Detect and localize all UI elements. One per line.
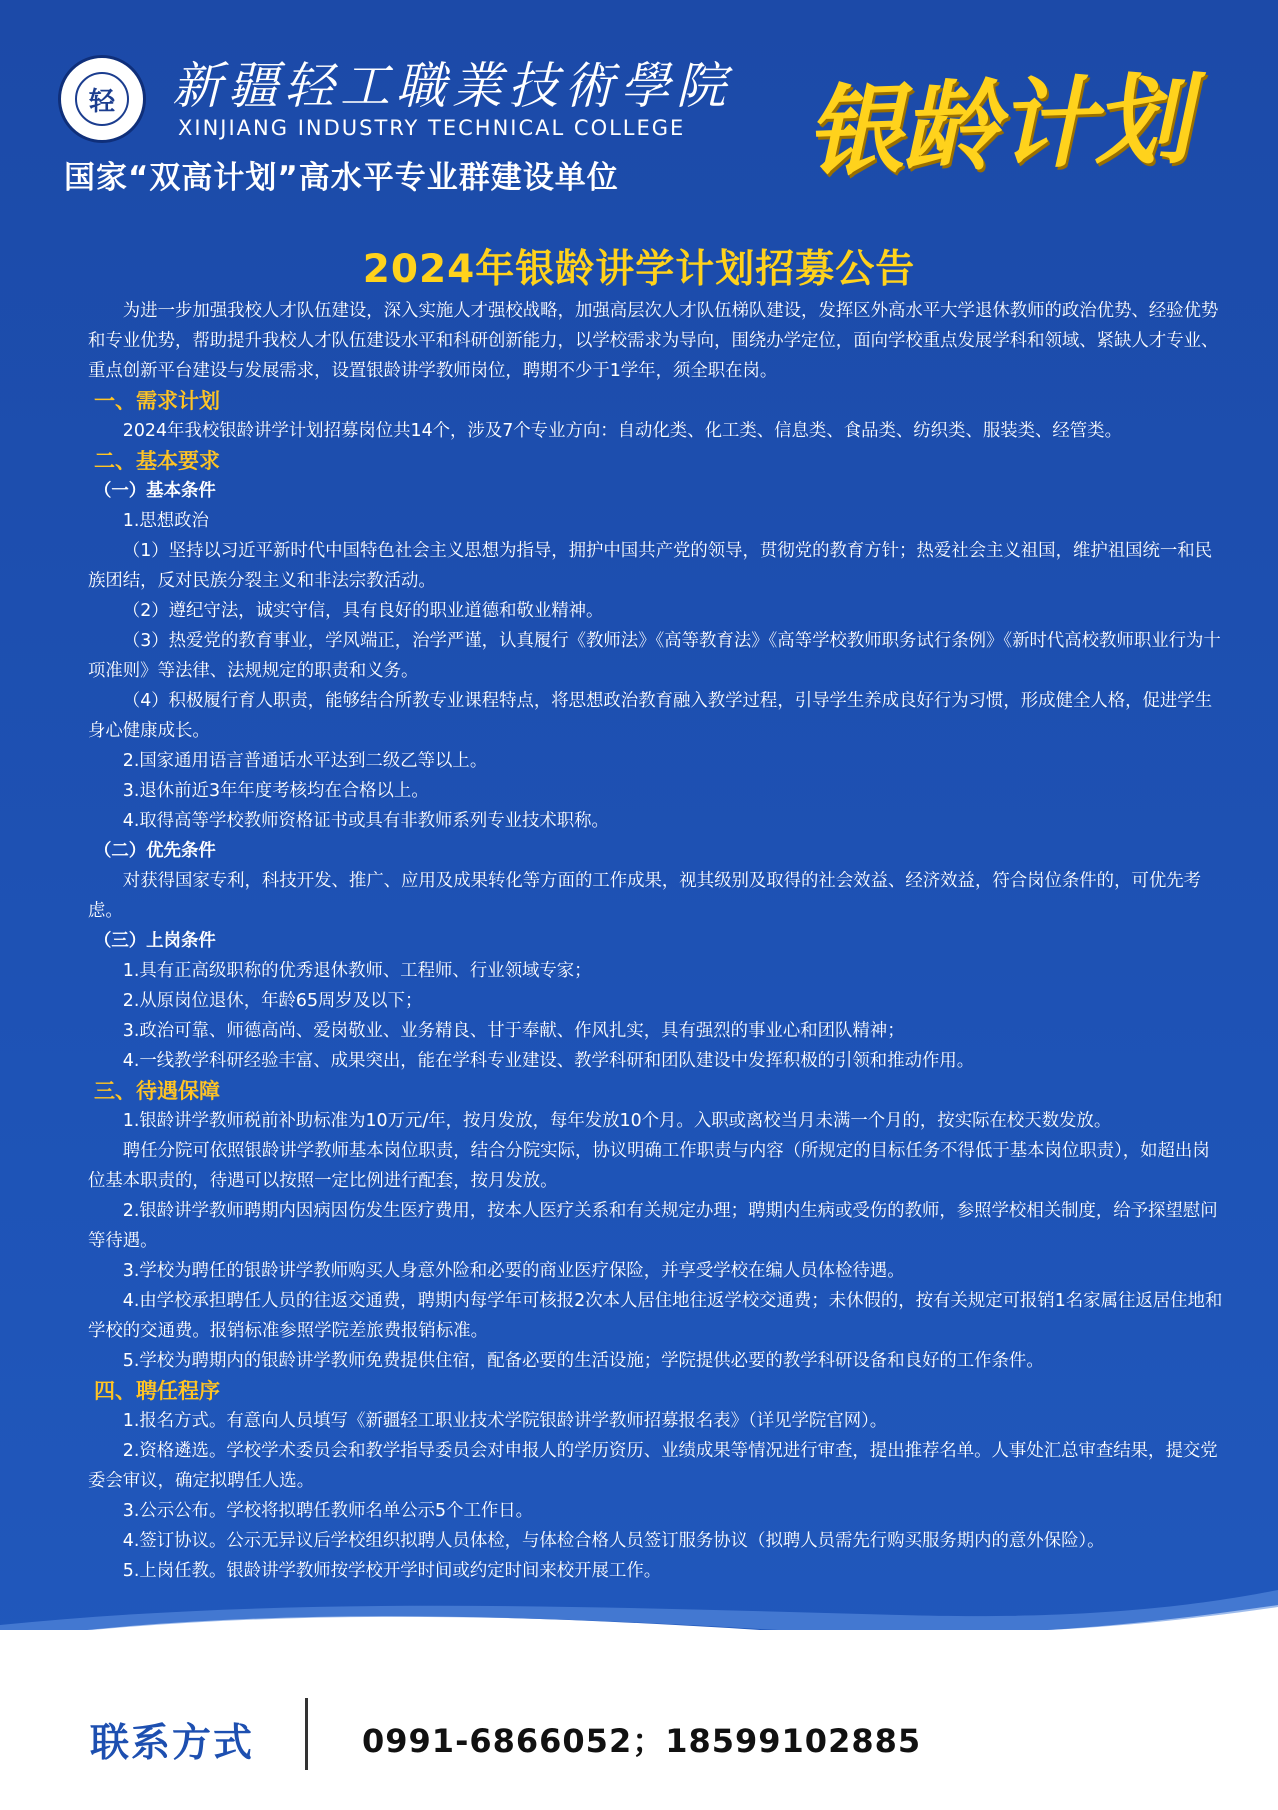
college-seal-logo (58, 55, 146, 143)
demand-text: 2024年我校银龄讲学计划招募岗位共14个，涉及7个专业方向：自动化类、化工类、信息类、食品类、纺织类、服装类、经管类。 (122, 421, 1122, 441)
announcement-body (88, 296, 1223, 1586)
subheading-basic: （一）基本条件 (94, 481, 216, 501)
priority-text: 对获得国家专利，科技开发、推广、应用及成果转化等方面的工作成果，视其级别及取得的社会效益、经济效益，符合岗位条件的，可优先考虑。 (88, 871, 1202, 921)
benefit-item: 聘任分院可依照银龄讲学教师基本岗位职责，结合分院实际，协议明确工作职责与内容（所规定的目标任务不得低于基本岗位职责），如超出岗位基本职责的，待遇可以按照一定比例进行配套，按月发放。 (88, 1141, 1210, 1191)
page-title: 2024年银龄讲学计划招募公告 (362, 247, 916, 292)
req-item: 2.国家通用语言普通话水平达到二级乙等以上。 (122, 751, 488, 771)
procedure-item: 2.资格遴选。学校学术委员会和教学指导委员会对申报人的学历资历、业绩成果等情况进行审查，提出推荐名单。人事处汇总审查结果，提交党委会审议，确定拟聘任人选。 (88, 1441, 1218, 1491)
onboard-item: 2.从原岗位退休，年龄65周岁及以下； (122, 991, 423, 1011)
footer-divider (305, 1698, 308, 1770)
req-item: （3）热爱党的教育事业，学风端正，治学严谨，认真履行《教师法》《高等教育法》《高等学校教师职务试行条例》《新时代高校教师职业行为十项准则》等法律、法规规定的职责和义务。 (88, 631, 1221, 681)
onboard-item: 1.具有正高级职称的优秀退休教师、工程师、行业领域专家； (122, 961, 592, 981)
onboard-item: 3.政治可靠、师德高尚、爱岗敬业、业务精良、甘于奉献、作风扎实，具有强烈的事业心和团队精神； (122, 1021, 905, 1041)
header-slogan: 国家“双高计划”高水平专业群建设单位 (64, 160, 619, 196)
benefit-item: 3.学校为聘任的银龄讲学教师购买人身意外险和必要的商业医疗保险，并享受学校在编人员体检待遇。 (122, 1261, 905, 1281)
contact-label: 联系方式 (90, 1721, 255, 1766)
onboard-item: 4.一线教学科研经验丰富、成果突出，能在学科专业建设、教学科研和团队建设中发挥积极的引领和推动作用。 (122, 1051, 975, 1071)
contact-phone: 0991-6866052；18599102885 (362, 1722, 922, 1760)
benefit-item: 5.学校为聘期内的银龄讲学教师免费提供住宿，配备必要的生活设施；学院提供必要的教学科研设备和良好的工作条件。 (122, 1351, 1044, 1371)
benefit-item: 4.由学校承担聘任人员的往返交通费，聘期内每学年可核报2次本人居住地往返学校交通费；未休假的，按有关规定可报销1名家属往返居住地和学校的交通费。报销标准参照学院差旅费报销标准。 (88, 1291, 1223, 1341)
subheading-priority: （二）优先条件 (94, 841, 216, 861)
procedure-item: 5.上岗任教。银龄讲学教师按学校开学时间或约定时间来校开展工作。 (122, 1561, 662, 1581)
subheading-onboard: （三）上岗条件 (94, 931, 216, 951)
section-heading-procedure: 四、聘任程序 (94, 1379, 220, 1403)
req-item: 1.思想政治 (122, 511, 209, 531)
procedure-item: 4.签订协议。公示无异议后学校组织拟聘人员体检，与体检合格人员签订服务协议（拟聘人员需先行购买服务期内的意外保险）。 (122, 1531, 1105, 1551)
intro-paragraph: 为进一步加强我校人才队伍建设，深入实施人才强校战略，加强高层次人才队伍梯队建设，发挥区外高水平大学退休教师的政治优势、经验优势和专业优势，帮助提升我校人才队伍建设水平和科研创新能力，以学校需求为导向，围绕办学定位，面向学校重点发展学科和领域、紧缺人才专业、重点创新平台建设与发展需求，设置银龄讲学教师岗位，聘期不少于1学年，须全职在岗。 (88, 301, 1219, 381)
req-item: 3.退休前近3年年度考核均在合格以上。 (122, 781, 429, 801)
benefit-item: 1.银龄讲学教师税前补助标准为10万元/年，按月发放，每年发放10个月。入职或离校当月未满一个月的，按实际在校天数发放。 (122, 1111, 1112, 1131)
header (0, 0, 1278, 230)
section-heading-requirements: 二、基本要求 (94, 449, 220, 473)
college-name-en: XINJIANG INDUSTRY TECHNICAL COLLEGE (178, 116, 686, 140)
college-name-cn: 新疆轻工職業技術學院 (172, 57, 732, 115)
req-item: （1）坚持以习近平新时代中国特色社会主义思想为指导，拥护中国共产党的领导，贯彻党的教育方针；热爱社会主义祖国，维护祖国统一和民族团结，反对民族分裂主义和非法宗教活动。 (88, 541, 1213, 591)
procedure-item: 3.公示公布。学校将拟聘任教师名单公示5个工作日。 (122, 1501, 534, 1521)
req-item: （4）积极履行育人职责，能够结合所教专业课程特点，将思想政治教育融入教学过程，引导学生养成良好行为习惯，形成健全人格，促进学生身心健康成长。 (88, 691, 1213, 741)
req-item: 4.取得高等学校教师资格证书或具有非教师系列专业技术职称。 (122, 811, 609, 831)
req-item: （2）遵纪守法，诚实守信，具有良好的职业道德和敬业精神。 (122, 601, 604, 621)
brush-title: 银龄计划 (803, 62, 1192, 191)
section-heading-demand: 一、需求计划 (94, 389, 220, 413)
section-heading-benefits: 三、待遇保障 (94, 1079, 220, 1103)
procedure-item: 1.报名方式。有意向人员填写《新疆轻工职业技术学院银龄讲学教师招募报名表》（详见学院官网）。 (122, 1411, 888, 1431)
benefit-item: 2.银龄讲学教师聘期内因病因伤发生医疗费用，按本人医疗关系和有关规定办理；聘期内生病或受伤的教师，参照学校相关制度，给予探望慰问等待遇。 (88, 1201, 1218, 1251)
seal-glyph: 轻 (88, 86, 115, 117)
